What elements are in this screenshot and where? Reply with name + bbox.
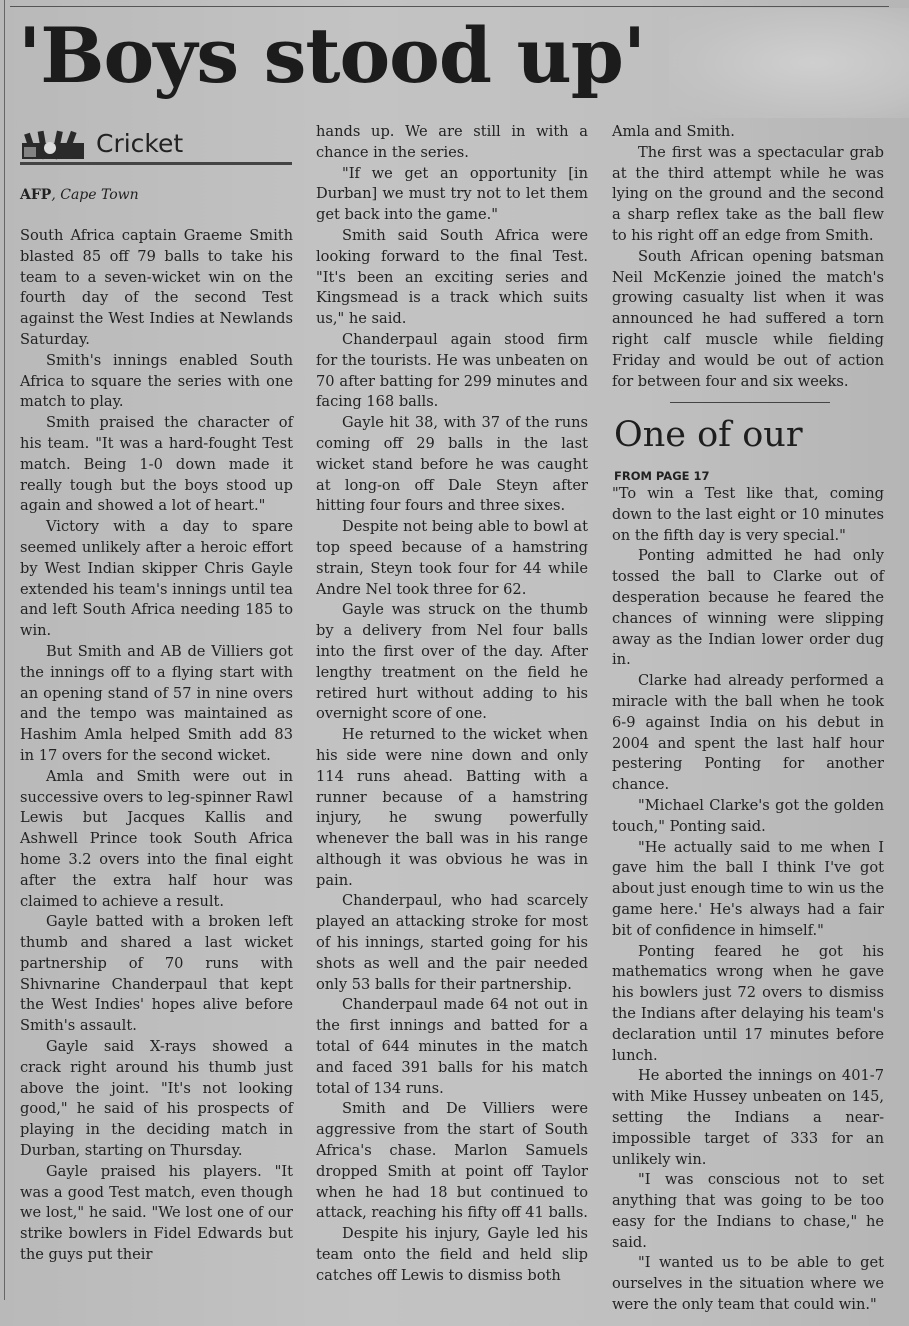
paragraph: "Michael Clarke's got the golden touch," Ponting said. bbox=[612, 796, 884, 835]
paragraph: Gayle batted with a broken left thumb and shared a last wicket partnership of 70 runs with Shivnarine Chanderpaul that kept the West Indies' hopes alive before Smith's assault. bbox=[20, 913, 293, 1035]
paragraph: Clarke had already performed a miracle with the ball when he took 6-9 against India on his debut in 2004 and spent the last half hour pestering Ponting for another chance. bbox=[612, 672, 884, 794]
paragraph: Smith praised the character of his team. "It was a hard-fought Test match. Being 1-0 down made it really tough but the boys stood up again and showed a lot of heart." bbox=[20, 414, 293, 515]
paragraph: Chanderpaul, who had scarcely played an attacking stroke for most of his innings, started going for his shots as well and the pair needed only 53 balls for their partnership. bbox=[316, 892, 588, 993]
article-column-3 bbox=[612, 122, 884, 397]
paragraph: Smith's innings enabled South Africa to square the series with one match to play. bbox=[20, 351, 293, 411]
paragraph: Amla and Smith. bbox=[612, 123, 735, 140]
paragraph: Chanderpaul made 64 not out in the first innings and batted for a total of 644 minutes in the match and faced 391 balls for his match total of 134 runs. bbox=[316, 996, 588, 1097]
paragraph: hands up. We are still in with a chance in the series. bbox=[316, 123, 588, 161]
paragraph: Gayle said X-rays showed a crack right around his thumb just above the joint. "It's not looking good," he said of his prospects of playing in the deciding match in Durban, starting on Thursday. bbox=[20, 1038, 293, 1160]
paragraph: Gayle hit 38, with 37 of the runs coming off 29 balls in the last wicket stand before he was caught at long-on off Dale Steyn after hitting four fours and three sixes. bbox=[316, 414, 588, 515]
paragraph: Despite not being able to bowl at top speed because of a hamstring strain, Steyn took four for 44 while Andre Nel took three for 62. bbox=[316, 518, 588, 598]
paragraph: Chanderpaul again stood firm for the tourists. He was unbeaten on 70 after batting for 299 minutes and facing 168 balls. bbox=[316, 330, 588, 411]
paragraph: "I was conscious not to set anything that was going to be too easy for the Indians to chase," he said. bbox=[612, 1171, 884, 1251]
paragraph: Gayle was struck on the thumb by a delivery from Nel four balls into the first over of the day. After lengthy treatment on the field he retired hurt without adding to his overnight score of one. bbox=[316, 601, 588, 723]
paragraph: He aborted the innings on 401-7 with Mike Hussey unbeaten on 145, setting the Indians a near-impossible target of 333 for an unlikely win. bbox=[612, 1067, 884, 1168]
paragraph: "I wanted us to be able to get ourselves in the situation where we were the only team that could win." bbox=[612, 1254, 884, 1314]
paragraph: "To win a Test like that, coming down to the last eight or 10 minutes on the fifth day is very special." bbox=[612, 485, 884, 544]
paragraph: Amla and Smith were out in successive overs to leg-spinner Rawl Lewis but Jacques Kallis and Ashwell Prince took South Africa home 3.2 overs into the final eight after the extra half hour was claimed to achieve a result. bbox=[20, 767, 293, 910]
section-label-text: Cricket bbox=[96, 129, 184, 158]
second-story-headline: One of our bbox=[614, 415, 803, 455]
paragraph: Smith said South Africa were looking forward to the final Test. "It's been an exciting series and Kingsmead is a track which suits us," he said. bbox=[316, 226, 588, 328]
paragraph: "He actually said to me when I gave him the ball I think I've got about just enough time to win us the game here.' He's always had a fair bit of confidence in himself." bbox=[612, 838, 884, 939]
paragraph: Smith and De Villiers were aggressive from the start of South Africa's chase. Marlon Samuels dropped Smith at point off Taylor when he had 18 but continued to attack, reaching his fifty off 41 balls. bbox=[316, 1100, 588, 1222]
paragraph: Ponting feared he got his mathematics wrong when he gave his bowlers just 72 overs to dismiss the Indians after delaying his team's declaration until 17 minutes before lunch. bbox=[612, 942, 884, 1064]
paragraph: Ponting admitted he had only tossed the ball to Clarke out of desperation because he feared the chances of winning were slipping away as the Indian lower order dug in. bbox=[612, 547, 884, 669]
jump-line: FROM PAGE 17 bbox=[614, 469, 710, 483]
paragraph: "If we get an opportunity [in Durban] we must try not to let them get back into the game." bbox=[316, 164, 588, 224]
article-column-2 bbox=[316, 122, 588, 1297]
byline-agency: AFP bbox=[20, 187, 52, 203]
byline bbox=[20, 187, 139, 203]
top-rule bbox=[10, 6, 889, 7]
paragraph: South Africa captain Graeme Smith blasted 85 off 79 balls to take his team to a seven-wicket win on the fourth day of the second Test against the West Indies at Newlands Saturday. bbox=[20, 227, 293, 348]
cricket-bat-ball-icon bbox=[20, 129, 90, 161]
paragraph: Gayle praised his players. "It was a good Test match, even though we lost," he said. "We lost one of our strike bowlers in Fidel Edwards but the guys put their bbox=[20, 1162, 293, 1264]
paragraph: South African opening batsman Neil McKenzie joined the match's growing casualty list when it was announced he had suffered a torn right calf muscle while fielding Friday and would be out of action for between four and six weeks. bbox=[612, 247, 884, 390]
section-label bbox=[20, 125, 292, 165]
article-column-1 bbox=[20, 226, 293, 1296]
second-story-column bbox=[612, 484, 884, 1314]
faded-adjacent-print bbox=[669, 8, 909, 118]
section-underline bbox=[20, 162, 292, 165]
left-rule bbox=[4, 0, 5, 1300]
headline: 'Boys stood up' bbox=[18, 11, 646, 100]
byline-dateline: , Cape Town bbox=[51, 187, 139, 203]
paragraph: But Smith and AB de Villiers got the innings off to a flying start with an opening stand of 57 in nine overs and the tempo was maintained as Hashim Amla helped Smith add 83 in 17 overs for the second wicket. bbox=[20, 642, 293, 764]
paragraph: He returned to the wicket when his side were nine down and only 114 runs ahead. Batting with a runner because of a hamstring injury, he swung powerfully whenever the ball was in his range although it was obvious he was in pain. bbox=[316, 726, 588, 889]
paragraph: Victory with a day to spare seemed unlikely after a heroic effort by West Indian skipper Chris Gayle extended his team's innings until tea and left South Africa needing 185 to win. bbox=[20, 518, 293, 640]
story-divider bbox=[670, 402, 830, 403]
paragraph: The first was a spectacular grab at the third attempt while he was lying on the ground and the second a sharp reflex take as the ball flew to his right off an edge from Smith. bbox=[612, 143, 884, 244]
paragraph: Despite his injury, Gayle led his team onto the field and held slip catches off Lewis to dismiss both bbox=[316, 1225, 588, 1284]
